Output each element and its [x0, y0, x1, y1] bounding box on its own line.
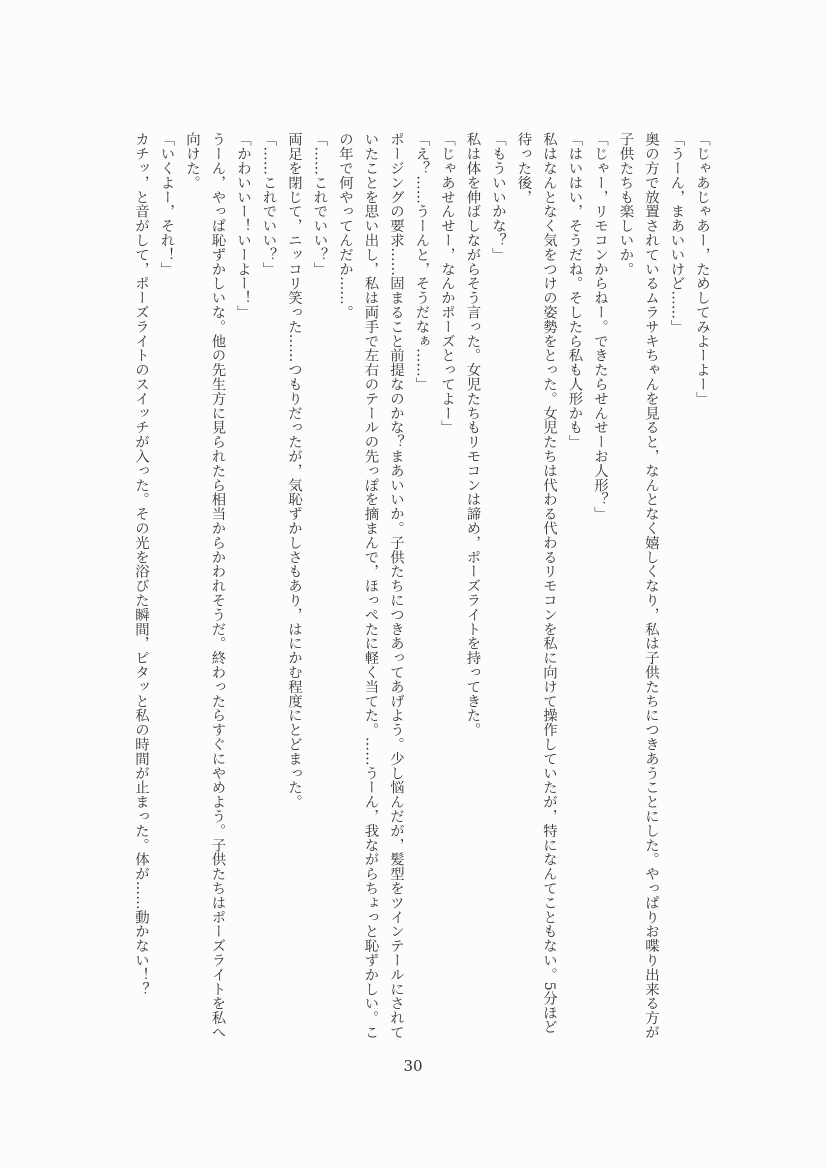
text-line: 「じゃー，リモコンからねー。できたらせんせーお人形？」: [592, 132, 608, 521]
text-line: 私は体を伸ばしながらそう言った。女児たちもリモコンは諦め，ポーズライトを持ってきた。: [464, 132, 481, 737]
text-line: 待った後，: [515, 132, 532, 204]
text-line: 「……これでいい？」: [260, 132, 277, 276]
text-line: 私はなんとなく気をつけの姿勢をとった。女児たちは代わる代わるリモコンを私に向けて操作していたが，特になんてこともない。5分ほど: [541, 132, 557, 1034]
text-line: いたことを思い出し，私は両手で左右のテールの先っぽを摘まんで，ほっぺたに軽く当てた。……うーん，我ながらちょっと恥ずかしい。こ: [362, 132, 379, 1040]
text-line: 奥の方で放置されているムラサキちゃんを見ると，なんとなく嬉しくなり，私は子供たちにつきあうことにした。やっぱりお喋り出来る方が: [643, 132, 659, 1040]
text-line: 「え？……うーんと，そうだなぁ……」: [413, 132, 430, 392]
text-line: 「……これでいい？」: [311, 132, 328, 276]
text-line: 向けた。: [184, 132, 200, 190]
text-line: 「うーん，まあいいけど……」: [668, 132, 685, 334]
text-line: 「かわいいー！いーよー！」: [235, 132, 251, 320]
text-line: 両足を閉じて，ニッコリ笑った……つもりだったが，気恥ずかしさもあり，はにかむ程度にとどまった。: [286, 132, 302, 809]
text-line: の年で何やってんだか……。: [337, 132, 353, 320]
novel-text-block: [128, 132, 715, 1050]
text-line: うーん，やっぱ恥ずかしいな。他の先生方に見られたら相当からかわれそうだ。終わったらすぐにやめよう。子供たちはポーズライトを私へ: [209, 132, 226, 1040]
text-line: 「はいはい，そうだね。そしたら私も人形かも」: [566, 132, 583, 449]
text-line: 子供たちも楽しいか。: [617, 132, 634, 276]
text-line: ポージングの要求……固まること前提なのかな？まあいいか。子供たちにつきあってあげよう。少し悩んだが，髪型をツインテールにされて: [388, 132, 404, 1040]
text-line: 「いくよー，それ！」: [158, 132, 175, 276]
text-line: 「もういいかな？」: [490, 132, 506, 262]
page-number: 30: [403, 1057, 423, 1075]
text-line: カチッ，と音がして，ポーズライトのスイッチが入った。その光を浴びた瞬間，ピタッと私の時間が止まった。体が……動かない！？: [133, 132, 149, 996]
text-line: 「じゃあじゃあー，ためしてみよーよー」: [694, 132, 710, 406]
text-line: 「じゃあせんせー，なんかポーズとってよー」: [439, 132, 455, 435]
